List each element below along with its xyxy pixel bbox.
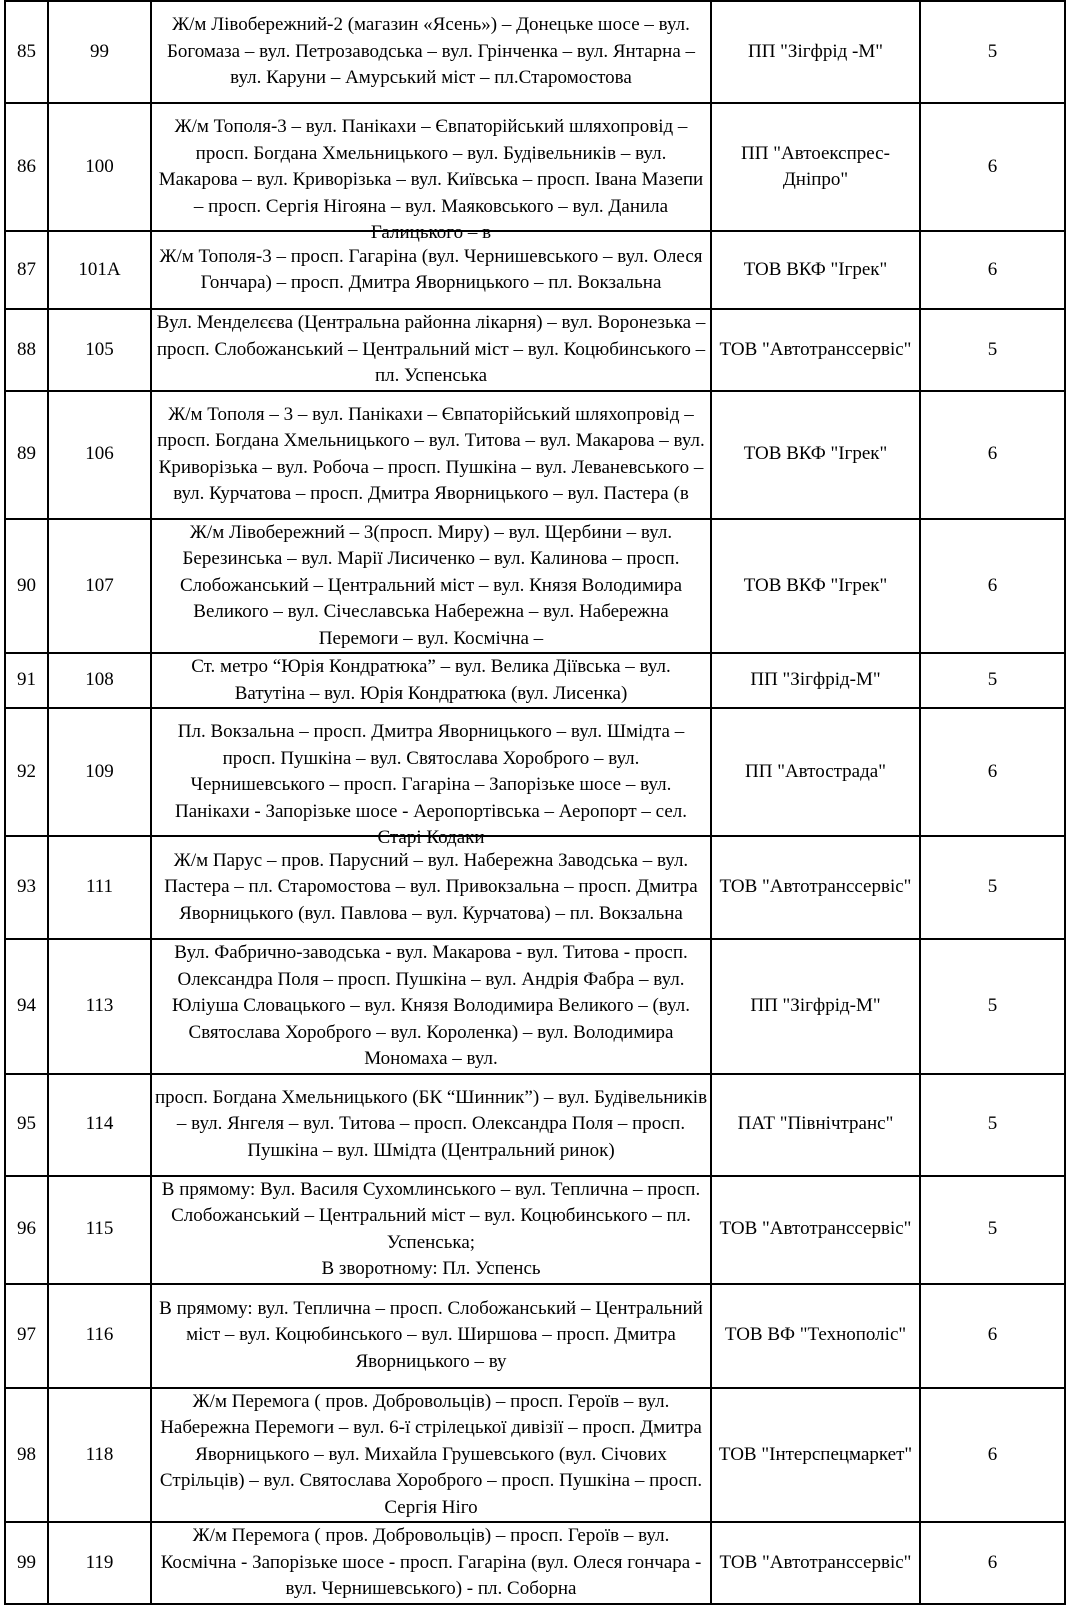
route-number: 106 <box>48 391 151 519</box>
table-row <box>5 708 1065 836</box>
route-number: 118 <box>48 1388 151 1523</box>
row-number: 99 <box>5 1522 48 1604</box>
carrier-name: ПП "Зігфрід -М" <box>711 1 920 103</box>
route-text: В прямому: Вул. Василя Сухомлинського – вул. Теплична – просп. Слобожанський – Центральний міст – вул. Коцюбинського – пл. Успенська; <box>161 1178 701 1253</box>
row-number: 97 <box>5 1284 48 1388</box>
carrier-name: ПП "Автострада" <box>711 708 920 836</box>
route-number: 109 <box>48 708 151 836</box>
routes-table <box>4 0 1066 1605</box>
route-description <box>151 1284 711 1388</box>
route-text: Вул. Фабрично-заводська - вул. Макарова - вул. Титова - просп. Олександра Поля – просп. Пушкіна – вул. Андрія Фабра – вул. Юліуша Словацького – вул. Князя Володимира Великого – (вул. Святослава Хороброго – вул. Короленка) – вул. Володимира Мономаха – вул. <box>171 942 691 1069</box>
route-description <box>151 309 711 391</box>
vehicle-count: 6 <box>920 1388 1065 1523</box>
route-number: 111 <box>48 836 151 939</box>
table-row <box>5 1 1065 103</box>
carrier-name: ПП "Зігфрід-М" <box>711 939 920 1074</box>
vehicle-count: 6 <box>920 231 1065 309</box>
carrier-name: ТОВ ВКФ "Ігрек" <box>711 231 920 309</box>
table-row <box>5 836 1065 939</box>
vehicle-count: 6 <box>920 1522 1065 1604</box>
route-description <box>151 391 711 519</box>
carrier-name: ТОВ ВФ "Технополіс" <box>711 1284 920 1388</box>
route-number: 113 <box>48 939 151 1074</box>
route-text: В прямому: вул. Теплична – просп. Слобожанський – Центральний міст – вул. Коцюбинського – вул. Ширшова – просп. Дмитра Яворницького – ву <box>159 1297 703 1372</box>
vehicle-count: 5 <box>920 653 1065 708</box>
route-text: Пл. Вокзальна – просп. Дмитра Яворницького – вул. Шмідта – просп. Пушкіна – вул. Святослава Хороброго – вул. Чернишевського – просп. Гагаріна – Запорізьке шосе – вул. Панікахи - Запорізьке шосе - Аеропортівська – Аеропорт – сел. Старі Кодаки <box>174 721 687 848</box>
route-description <box>151 1388 711 1523</box>
table-row <box>5 1284 1065 1388</box>
table-row <box>5 653 1065 708</box>
row-number: 98 <box>5 1388 48 1523</box>
table-row <box>5 309 1065 391</box>
route-number: 105 <box>48 309 151 391</box>
carrier-name: ПАТ "Північтранс" <box>711 1074 920 1176</box>
row-number: 92 <box>5 708 48 836</box>
table-row <box>5 391 1065 519</box>
vehicle-count: 5 <box>920 1 1065 103</box>
route-description <box>151 103 711 243</box>
route-description <box>151 708 711 848</box>
carrier-name: ТОВ "Автотранссервіс" <box>711 1522 920 1604</box>
vehicle-count: 5 <box>920 939 1065 1074</box>
carrier-name: ТОВ "Автотранссервіс" <box>711 309 920 391</box>
route-text: просп. Богдана Хмельницького (БК “Шинник”) – вул. Будівельників – вул. Янгеля – вул. Титова – просп. Олександра Поля – просп. Пушкіна – вул. Шмідта (Центральний ринок) <box>154 1086 708 1161</box>
route-text: Ж/м Перемога ( пров. Добровольців) – просп. Героїв – вул. Космічна - Запорізьке шосе - просп. Гагаріна (вул. Олеся гончара - вул. Чернишевського) - пл. Соборна <box>160 1525 702 1599</box>
carrier-name: ТОВ ВКФ "Ігрек" <box>711 519 920 654</box>
vehicle-count: 5 <box>920 309 1065 391</box>
row-number: 87 <box>5 231 48 309</box>
table-row <box>5 103 1065 231</box>
route-number: 108 <box>48 653 151 708</box>
row-number: 90 <box>5 519 48 654</box>
route-number: 116 <box>48 1284 151 1388</box>
carrier-name: ТОВ ВКФ "Ігрек" <box>711 391 920 519</box>
row-number: 96 <box>5 1176 48 1284</box>
route-text: Ж/м Тополя – 3 – вул. Панікахи – Євпаторійський шляхопровід – просп. Богдана Хмельницького – вул. Титова – вул. Макарова – вул. Криворізька – вул. Робоча – просп. Пушкіна – вул. Леваневського – вул. Курчатова – просп. Дмитра Яворницького – вул. Пастера (в <box>157 403 705 504</box>
table-row <box>5 519 1065 654</box>
vehicle-count: 6 <box>920 103 1065 231</box>
route-text: Ж/м Парус – пров. Парусний – вул. Набережна Заводська – вул. Пастера – пл. Старомостова – вул. Привокзальна – просп. Дмитра Яворницького (вул. Павлова – вул. Курчатова) – пл. Вокзальна <box>164 849 698 924</box>
route-description <box>151 1074 711 1176</box>
route-description <box>151 1176 711 1284</box>
route-number: 114 <box>48 1074 151 1176</box>
route-text: Ж/м Лівобережний – 3(просп. Миру) – вул. Щербини – вул. Березинська – вул. Марії Лисиченко – вул. Калинова – просп. Слобожанський – Центральний міст – вул. Князя Володимира Великого – вул. Січеславська Набережна – вул. Набережна Перемоги – вул. Космічна – <box>180 521 682 649</box>
row-number: 91 <box>5 653 48 708</box>
row-number: 89 <box>5 391 48 519</box>
row-number: 95 <box>5 1074 48 1176</box>
route-text: Ж/м Перемога ( пров. Добровольців) – просп. Героїв – вул. Набережна Перемоги – вул. 6-ї стрілецької дивізії – просп. Дмитра Яворницького – вул. Михайла Грушевського (вул. Січових Стрільців) – вул. Святослава Хороброго – просп. Пушкіна – просп. Сергія Ніго <box>159 1390 703 1518</box>
carrier-name: ТОВ "Інтерспецмаркет" <box>711 1388 920 1523</box>
route-text: Вул. Менделєєва (Центральна районна лікарня) – вул. Воронезька – просп. Слобожанський – Центральний міст – вул. Коцюбинського – пл. Успенська <box>156 312 706 386</box>
route-description <box>151 653 711 708</box>
table-row <box>5 939 1065 1074</box>
vehicle-count: 6 <box>920 708 1065 836</box>
vehicle-count: 5 <box>920 836 1065 939</box>
route-text: Ж/м Тополя-3 – просп. Гагаріна (вул. Чернишевського – вул. Олеся Гончара) – просп. Дмитра Яворницького – пл. Вокзальна <box>159 245 703 293</box>
route-description <box>151 939 711 1074</box>
route-number: 107 <box>48 519 151 654</box>
carrier-name: ПП "Зігфрід-М" <box>711 653 920 708</box>
route-description <box>151 836 711 939</box>
route-number: 100 <box>48 103 151 231</box>
route-description <box>151 519 711 654</box>
row-number: 88 <box>5 309 48 391</box>
table-row <box>5 231 1065 309</box>
vehicle-count: 6 <box>920 519 1065 654</box>
row-number: 93 <box>5 836 48 939</box>
route-number: 99 <box>48 1 151 103</box>
row-number: 85 <box>5 1 48 103</box>
route-number: 119 <box>48 1522 151 1604</box>
row-number: 86 <box>5 103 48 231</box>
route-description <box>151 1 711 103</box>
route-description <box>151 1522 711 1604</box>
carrier-name: ПП "Автоекспрес-Дніпро" <box>711 103 920 231</box>
route-text-return: В зворотному: Пл. Успенсь <box>321 1258 541 1279</box>
route-text: Ст. метро “Юрія Кондратюка” – вул. Велика Діївська – вул. Ватутіна – вул. Юрія Кондратюка (вул. Лисенка) <box>191 656 671 704</box>
table-row <box>5 1074 1065 1176</box>
carrier-name: ТОВ "Автотранссервіс" <box>711 836 920 939</box>
vehicle-count: 5 <box>920 1176 1065 1284</box>
vehicle-count: 6 <box>920 1284 1065 1388</box>
row-number: 94 <box>5 939 48 1074</box>
table-row <box>5 1522 1065 1604</box>
carrier-name: ТОВ "Автотранссервіс" <box>711 1176 920 1284</box>
table-row <box>5 1388 1065 1523</box>
route-number: 115 <box>48 1176 151 1284</box>
vehicle-count: 5 <box>920 1074 1065 1176</box>
route-text: Ж/м Тополя-3 – вул. Панікахи – Євпаторійський шляхопровід – просп. Богдана Хмельницького – вул. Будівельників – вул. Макарова – вул. Криворізька – вул. Київська – просп. Івана Мазепи – просп. Сергія Нігояна – вул. Маяковського – вул. Данила Галицького – в <box>158 116 704 243</box>
vehicle-count: 6 <box>920 391 1065 519</box>
table-row <box>5 1176 1065 1284</box>
route-number: 101А <box>48 231 151 309</box>
route-text: Ж/м Лівобережний-2 (магазин «Ясень») – Донецьке шосе – вул. Богомаза – вул. Петрозаводська – вул. Грінченка – вул. Янтарна – вул. Каруни – Амурський міст – пл.Старомостова <box>166 14 696 89</box>
